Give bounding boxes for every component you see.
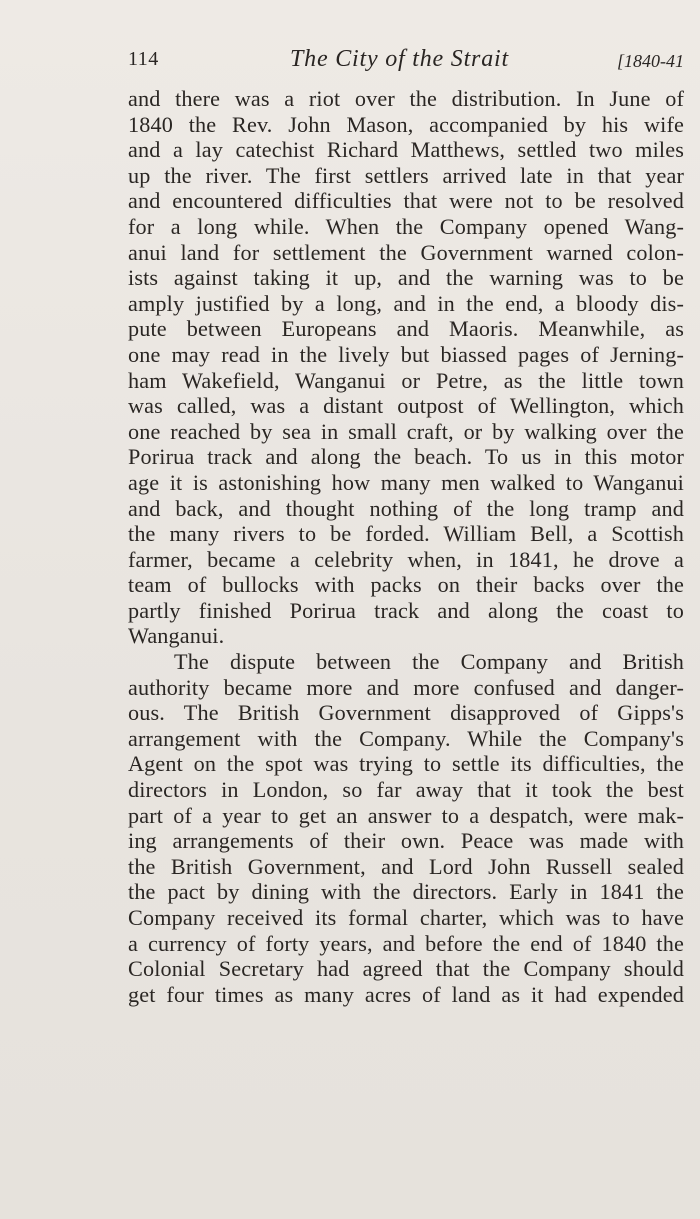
text-line: Porirua track and along the beach. To us in this motor xyxy=(128,444,684,470)
text-line: team of bullocks with packs on their backs over the xyxy=(128,572,684,598)
text-line: The dispute between the Company and British xyxy=(174,649,684,675)
paragraph-1 xyxy=(128,86,684,649)
text-line: and back, and thought nothing of the long tramp and xyxy=(128,495,684,521)
text-line: one reached by sea in small craft, or by walking over the xyxy=(128,418,684,444)
text-line: one may read in the lively but biassed pages of Jerning- xyxy=(128,341,684,367)
paragraph-2 xyxy=(128,649,684,1007)
text-line: part of a year to get an answer to a despatch, were mak- xyxy=(128,802,684,828)
text-line: ham Wakefield, Wanganui or Petre, as the little town xyxy=(128,367,684,393)
text-line: farmer, became a celebrity when, in 1841, he drove a xyxy=(128,546,684,572)
text-line: anui land for settlement the Government warned colon- xyxy=(128,239,684,265)
text-line: and there was a riot over the distribution. In June of xyxy=(128,86,684,111)
text-line: for a long while. When the Company opened Wang- xyxy=(128,213,684,239)
text-line: a currency of forty years, and before the end of 1840 the xyxy=(128,930,684,956)
text-line: get four times as many acres of land as it had expended xyxy=(128,981,684,1007)
text-line: ing arrangements of their own. Peace was made with xyxy=(128,828,684,854)
text-line: Company received its formal charter, which was to have xyxy=(128,905,684,930)
text-line: the pact by dining with the directors. Early in 1841 the xyxy=(128,879,684,905)
year-range: [1840-41 xyxy=(617,51,684,71)
text-line: pute between Europeans and Maoris. Meanwhile, as xyxy=(128,316,684,342)
page-number: 114 xyxy=(128,48,159,70)
text-line: ists against taking it up, and the warning was to be xyxy=(128,265,684,291)
text-line: the British Government, and Lord John Russell sealed xyxy=(128,853,684,879)
text-line: Wanganui. xyxy=(128,623,225,649)
text-line: 1840 the Rev. John Mason, accompanied by his wife xyxy=(128,111,684,137)
page-header xyxy=(128,46,684,80)
text-line: the many rivers to be forded. William Bell, a Scottish xyxy=(128,521,684,547)
text-line: directors in London, so far away that it took the best xyxy=(128,777,684,803)
text-line: ous. The British Government disapproved of Gipps's xyxy=(128,700,684,726)
text-line: and encountered difficulties that were not to be resolved xyxy=(128,188,684,214)
text-line: age it is astonishing how many men walked to Wanganui xyxy=(128,469,684,495)
text-line: was called, was a distant outpost of Wellington, which xyxy=(128,393,684,419)
text-line: partly finished Porirua track and along the coast to xyxy=(128,597,684,623)
text-line: amply justified by a long, and in the end, a bloody dis- xyxy=(128,290,684,316)
text-line: Agent on the spot was trying to settle its difficulties, the xyxy=(128,751,684,777)
text-line: up the river. The first settlers arrived late in that year xyxy=(128,162,684,188)
text-line: authority became more and more confused and danger- xyxy=(128,674,684,700)
text-line: arrangement with the Company. While the Company's xyxy=(128,725,684,751)
text-line: and a lay catechist Richard Matthews, settled two miles xyxy=(128,137,684,163)
body-text xyxy=(128,86,684,1007)
running-title: The City of the Strait xyxy=(290,46,509,72)
text-line: Colonial Secretary had agreed that the Company should xyxy=(128,956,684,982)
